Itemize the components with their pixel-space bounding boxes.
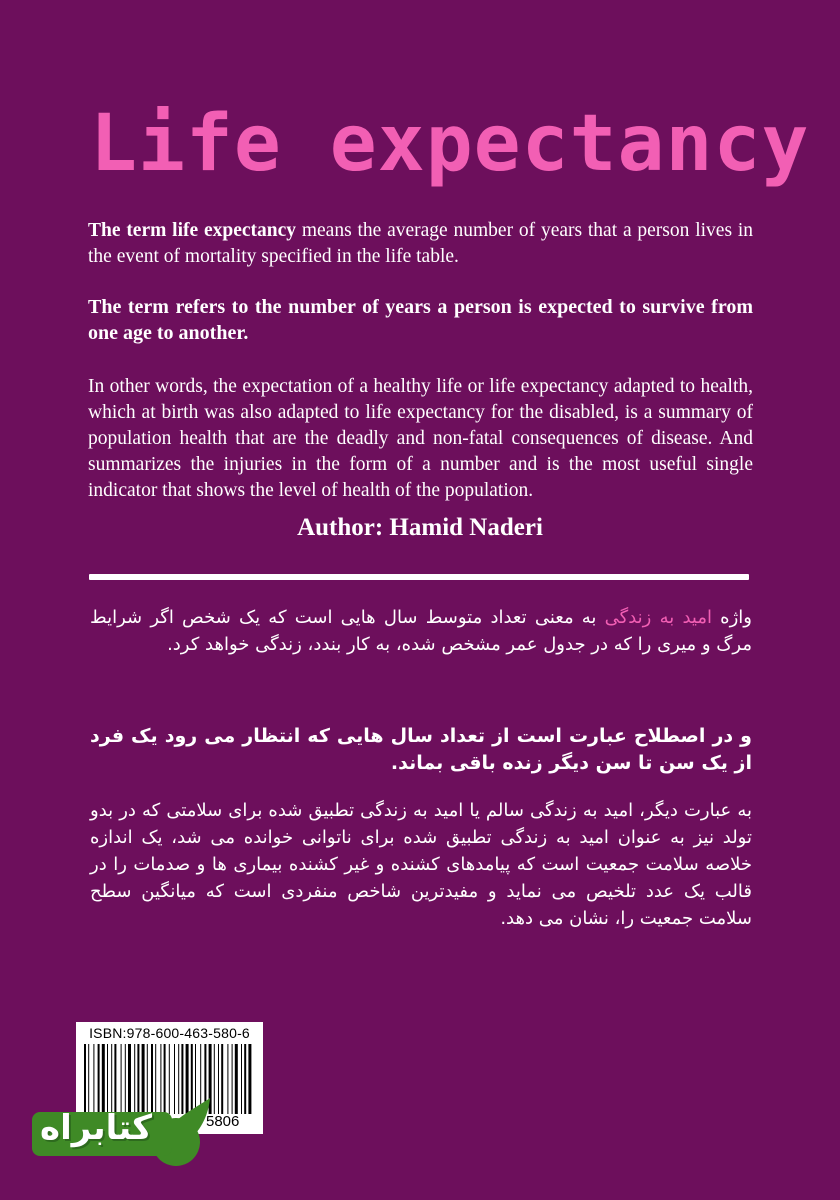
- barcode-digits: 5806: [206, 1113, 240, 1130]
- persian-definition-text: به معنی تعداد متوسط سال هایی است که یک شخص اگر شرایط مرگ و میری را که در جدول عمر مشخص شده، به کار بندد، زندگی خواهد کرد.: [90, 607, 752, 655]
- definition-text: means the average number of years that a person lives in the event of mortality specified in the life table.: [88, 220, 754, 267]
- english-paragraph-definition: [88, 218, 753, 270]
- isbn-text: ISBN:978-600-463-580-6: [89, 1025, 250, 1041]
- persian-highlight-term: امید به زندگی: [604, 607, 712, 628]
- author-line: Author: Hamid Naderi: [297, 514, 543, 541]
- divider-line: [89, 574, 749, 580]
- term-bold: The term life expectancy: [88, 220, 297, 241]
- persian-paragraph-term: و در اصطلاح عبارت است از تعداد سال هایی که انتظار می رود یک فرد از یک سن تا سن دیگر زنده باقی بماند.: [90, 725, 752, 774]
- book-title: Life expectancy: [90, 99, 810, 189]
- publisher-logo-text: کتابراه: [40, 1108, 153, 1148]
- english-paragraph-term: The term refers to the number of years a person is expected to survive from one age to another.: [88, 296, 753, 344]
- english-paragraph-summary: In other words, the expectation of a healthy life or life expectancy adapted to health, which at birth was also adapted to life expectancy for the disabled, is a summary of population health that are the deadly and non-fatal consequences of disease. And summarizes the injuries in the form of a number and is the most useful single indicator that shows the level of health of the population.: [88, 376, 753, 501]
- persian-paragraph-summary: به عبارت دیگر، امید به زندگی سالم یا امید به زندگی تطبیق شده برای سلامتی که در بدو تولد نیز به عنوان امید به زندگی تطبیق شده برای ناتوانی خوانده می شد، یک اندازه خلاصه سلامت جمعیت است که پیامدهای کشنده و غیر کشنده بیماری ها و صدمات را در قالب یک عدد تلخیص می نماید و مفیدترین شاخص منفردی است که میانگین سطح سلامت جمعیت را، نشان می دهد.: [90, 800, 752, 929]
- persian-start: واژه: [711, 607, 752, 628]
- persian-paragraph-definition: [90, 604, 752, 658]
